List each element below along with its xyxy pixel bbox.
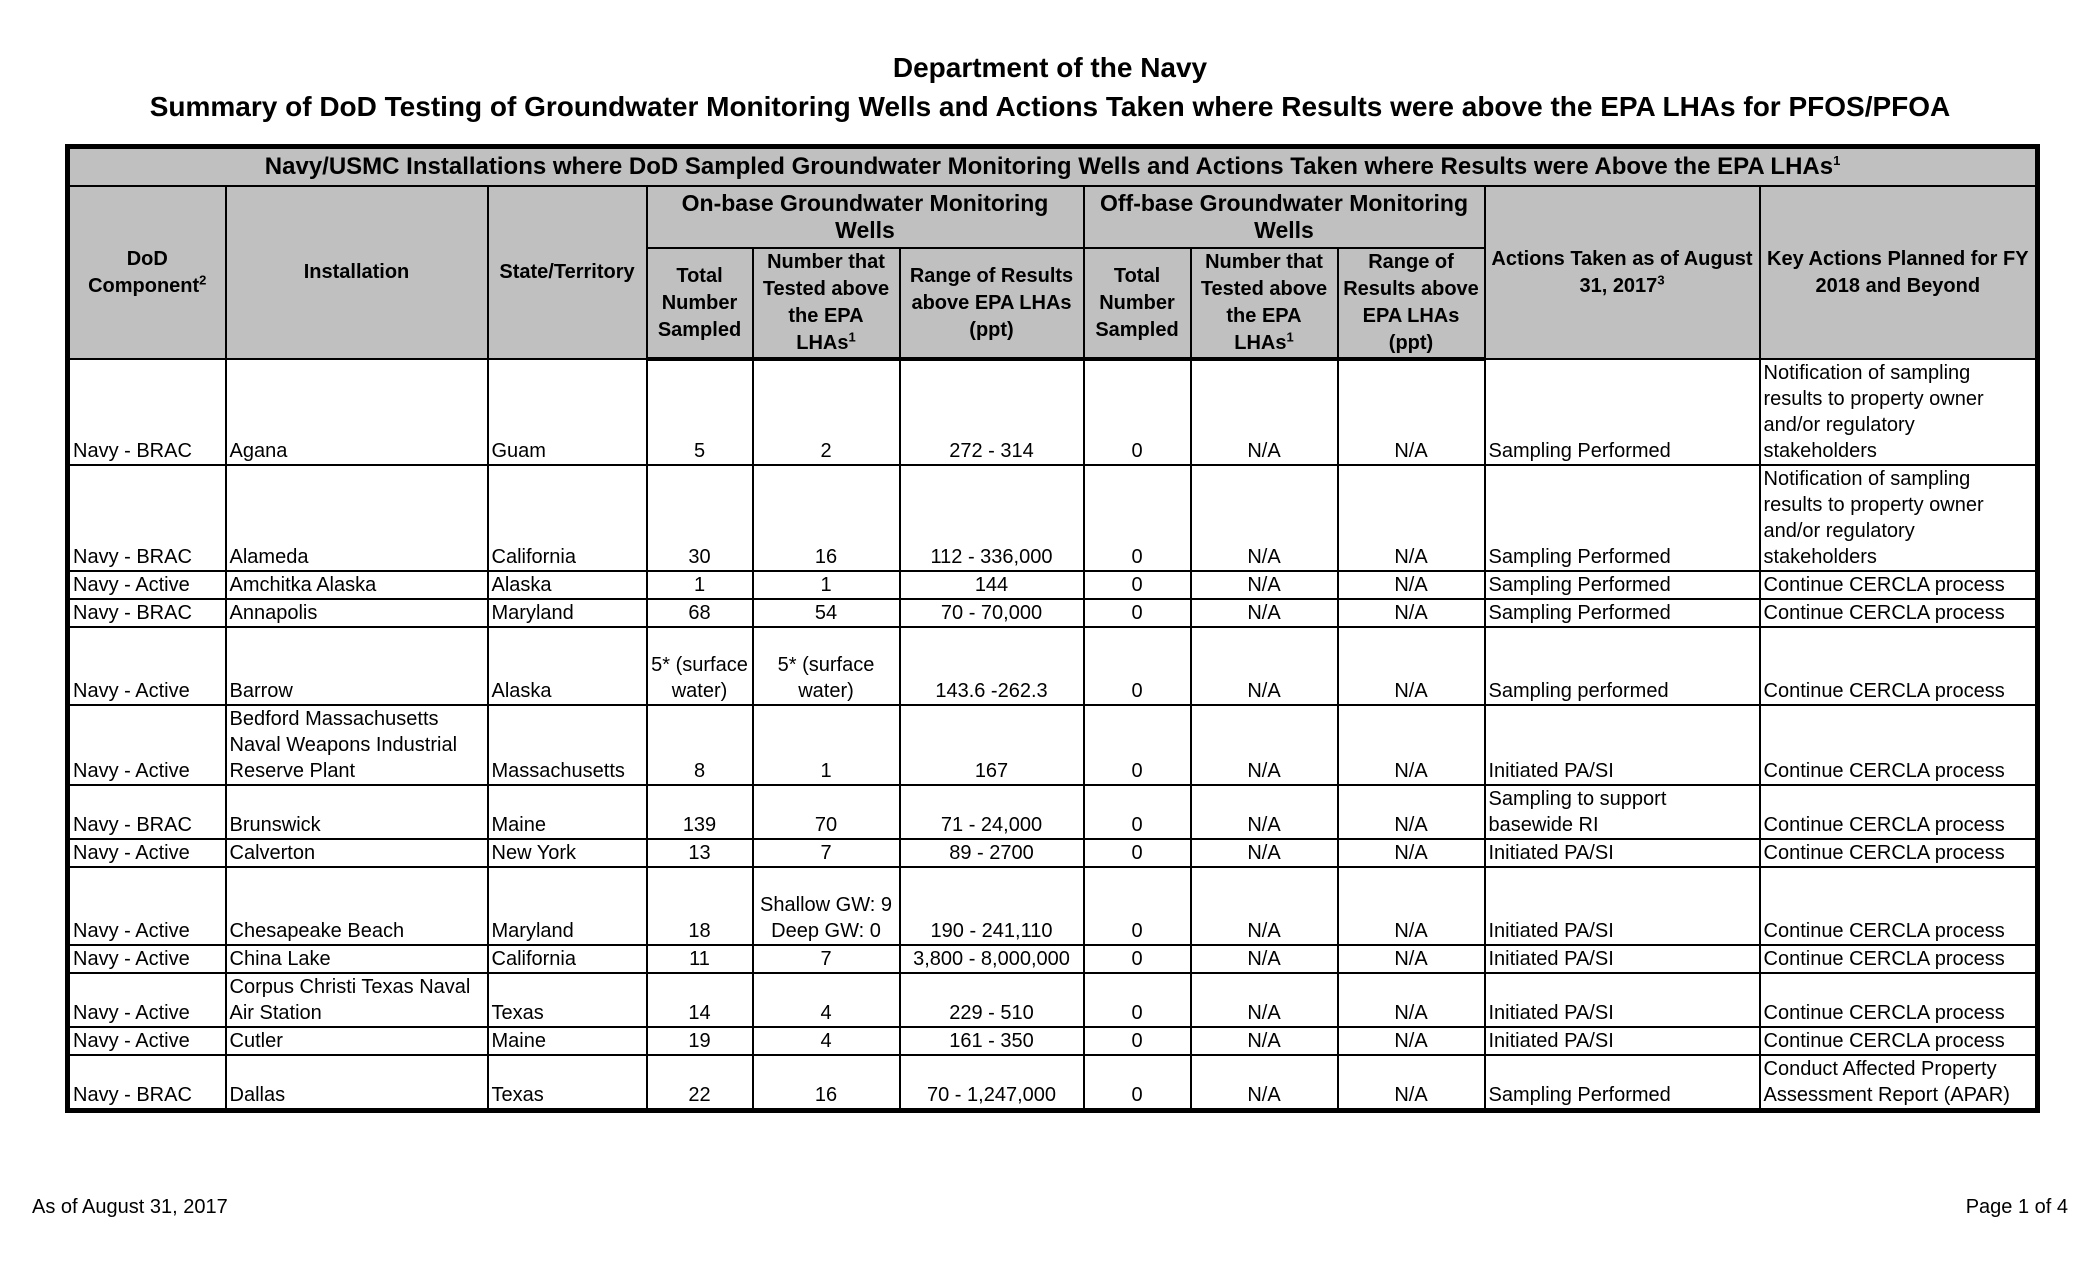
header-state: State/Territory — [488, 186, 647, 359]
cell-key-actions: Continue CERCLA process — [1760, 839, 2038, 867]
cell-dod-component: Navy - BRAC — [68, 465, 226, 571]
cell-offbase-total: 0 — [1084, 785, 1191, 839]
cell-dod-component: Navy - Active — [68, 867, 226, 945]
cell-onbase-above: 70 — [753, 785, 900, 839]
cell-onbase-above: 4 — [753, 973, 900, 1027]
cell-onbase-above: 2 — [753, 359, 900, 465]
cell-offbase-range: N/A — [1338, 627, 1485, 705]
cell-actions-taken: Sampling Performed — [1485, 599, 1760, 627]
table-row — [68, 1027, 2038, 1055]
cell-offbase-total: 0 — [1084, 465, 1191, 571]
cell-onbase-total: 18 — [647, 867, 753, 945]
cell-key-actions: Notification of sampling results to property owner and/or regulatory stakeholders — [1760, 465, 2038, 571]
cell-key-actions: Continue CERCLA process — [1760, 973, 2038, 1027]
cell-dod-component: Navy - BRAC — [68, 359, 226, 465]
table-row — [68, 627, 2038, 705]
cell-offbase-above: N/A — [1191, 705, 1338, 785]
cell-offbase-total: 0 — [1084, 359, 1191, 465]
cell-state: Maine — [488, 1027, 647, 1055]
cell-onbase-range: 167 — [900, 705, 1084, 785]
cell-offbase-above: N/A — [1191, 945, 1338, 973]
cell-offbase-above: N/A — [1191, 627, 1338, 705]
cell-offbase-total: 0 — [1084, 705, 1191, 785]
cell-installation: Alameda — [226, 465, 488, 571]
header-onbase-group: On-base Groundwater Monitoring Wells — [647, 186, 1084, 248]
cell-key-actions: Continue CERCLA process — [1760, 627, 2038, 705]
cell-state: Maryland — [488, 867, 647, 945]
cell-dod-component: Navy - Active — [68, 627, 226, 705]
footer-date: As of August 31, 2017 — [32, 1196, 228, 1218]
cell-onbase-total: 19 — [647, 1027, 753, 1055]
cell-offbase-total: 0 — [1084, 839, 1191, 867]
cell-actions-taken: Initiated PA/SI — [1485, 1027, 1760, 1055]
cell-installation: Bedford Massachusetts Naval Weapons Industrial Reserve Plant — [226, 705, 488, 785]
cell-onbase-total: 13 — [647, 839, 753, 867]
table-row — [68, 465, 2038, 571]
banner-footnote: 1 — [1833, 153, 1841, 168]
cell-onbase-range: 190 - 241,110 — [900, 867, 1084, 945]
cell-state: Texas — [488, 1055, 647, 1111]
cell-onbase-range: 143.6 -262.3 — [900, 627, 1084, 705]
cell-offbase-total: 0 — [1084, 867, 1191, 945]
cell-onbase-total: 1 — [647, 571, 753, 599]
cell-state: Texas — [488, 973, 647, 1027]
cell-state: Alaska — [488, 627, 647, 705]
cell-offbase-above: N/A — [1191, 785, 1338, 839]
cell-dod-component: Navy - BRAC — [68, 599, 226, 627]
cell-onbase-range: 70 - 1,247,000 — [900, 1055, 1084, 1111]
header-offbase-group: Off-base Groundwater Monitoring Wells — [1084, 186, 1485, 248]
cell-state: California — [488, 945, 647, 973]
cell-key-actions: Continue CERCLA process — [1760, 705, 2038, 785]
cell-offbase-total: 0 — [1084, 571, 1191, 599]
cell-offbase-above: N/A — [1191, 359, 1338, 465]
cell-key-actions: Continue CERCLA process — [1760, 785, 2038, 839]
cell-installation: Cutler — [226, 1027, 488, 1055]
cell-onbase-total: 8 — [647, 705, 753, 785]
cell-onbase-above: 5* (surface water) — [753, 627, 900, 705]
cell-key-actions: Continue CERCLA process — [1760, 571, 2038, 599]
banner-text: Navy/USMC Installations where DoD Sampled Groundwater Monitoring Wells and Actions Taken where Results were Above the EPA LHAs — [264, 153, 1834, 180]
cell-offbase-range: N/A — [1338, 839, 1485, 867]
cell-offbase-range: N/A — [1338, 785, 1485, 839]
cell-offbase-range: N/A — [1338, 359, 1485, 465]
cell-offbase-total: 0 — [1084, 945, 1191, 973]
header-key-actions: Key Actions Planned for FY 2018 and Beyond — [1760, 186, 2038, 359]
cell-state: Alaska — [488, 571, 647, 599]
cell-onbase-above: 16 — [753, 1055, 900, 1111]
cell-onbase-above: 4 — [753, 1027, 900, 1055]
cell-actions-taken: Initiated PA/SI — [1485, 839, 1760, 867]
cell-installation: Calverton — [226, 839, 488, 867]
cell-dod-component: Navy - Active — [68, 571, 226, 599]
cell-onbase-above: 54 — [753, 599, 900, 627]
cell-offbase-total: 0 — [1084, 1055, 1191, 1111]
cell-offbase-total: 0 — [1084, 1027, 1191, 1055]
table-row — [68, 839, 2038, 867]
header-actions-taken: Actions Taken as of August 31, 2017$^3$ — [1485, 186, 1760, 359]
cell-dod-component: Navy - BRAC — [68, 1055, 226, 1111]
cell-onbase-total: 14 — [647, 973, 753, 1027]
cell-onbase-above: 7 — [753, 945, 900, 973]
cell-offbase-above: N/A — [1191, 599, 1338, 627]
cell-onbase-above: 7 — [753, 839, 900, 867]
cell-onbase-above: 16 — [753, 465, 900, 571]
cell-installation: Annapolis — [226, 599, 488, 627]
cell-onbase-range: 144 — [900, 571, 1084, 599]
cell-actions-taken: Sampling performed — [1485, 627, 1760, 705]
cell-onbase-range: 3,800 - 8,000,000 — [900, 945, 1084, 973]
cell-offbase-above: N/A — [1191, 973, 1338, 1027]
header-offbase-range: Range of Results above EPA LHAs (ppt) — [1338, 248, 1485, 359]
header-onbase-total: Total Number Sampled — [647, 248, 753, 359]
cell-onbase-above: Shallow GW: 9 Deep GW: 0 — [753, 867, 900, 945]
cell-actions-taken: Initiated PA/SI — [1485, 973, 1760, 1027]
header-offbase-above: Number that Tested above the EPA LHAs$^1$ — [1191, 248, 1338, 359]
document-subtitle: Summary of DoD Testing of Groundwater Monitoring Wells and Actions Taken where Results were above the EPA LHAs for PFOS/PFOA — [149, 91, 1951, 122]
cell-offbase-above: N/A — [1191, 867, 1338, 945]
cell-actions-taken: Initiated PA/SI — [1485, 945, 1760, 973]
cell-key-actions: Notification of sampling results to property owner and/or regulatory stakeholders — [1760, 359, 2038, 465]
cell-onbase-total: 30 — [647, 465, 753, 571]
cell-offbase-above: N/A — [1191, 839, 1338, 867]
header-dod-component: DoD Component$^2$ — [68, 186, 226, 359]
table-row — [68, 973, 2038, 1027]
cell-installation: Corpus Christi Texas Naval Air Station — [226, 973, 488, 1027]
cell-offbase-range: N/A — [1338, 973, 1485, 1027]
cell-offbase-above: N/A — [1191, 1055, 1338, 1111]
cell-onbase-total: 5* (surface water) — [647, 627, 753, 705]
cell-dod-component: Navy - Active — [68, 839, 226, 867]
cell-actions-taken: Initiated PA/SI — [1485, 705, 1760, 785]
cell-offbase-above: N/A — [1191, 1027, 1338, 1055]
cell-actions-taken: Sampling Performed — [1485, 1055, 1760, 1111]
cell-offbase-above: N/A — [1191, 571, 1338, 599]
cell-installation: Brunswick — [226, 785, 488, 839]
cell-key-actions: Continue CERCLA process — [1760, 945, 2038, 973]
cell-offbase-range: N/A — [1338, 465, 1485, 571]
cell-dod-component: Navy - Active — [68, 945, 226, 973]
cell-actions-taken: Sampling Performed — [1485, 359, 1760, 465]
cell-offbase-range: N/A — [1338, 945, 1485, 973]
cell-dod-component: Navy - BRAC — [68, 785, 226, 839]
header-offbase-total: Total Number Sampled — [1084, 248, 1191, 359]
cell-state: Massachusetts — [488, 705, 647, 785]
cell-state: Maine — [488, 785, 647, 839]
table-banner — [68, 147, 2038, 187]
cell-state: Guam — [488, 359, 647, 465]
document-title: Department of the Navy — [892, 52, 1208, 83]
cell-offbase-total: 0 — [1084, 627, 1191, 705]
cell-state: Maryland — [488, 599, 647, 627]
cell-offbase-range: N/A — [1338, 705, 1485, 785]
cell-installation: Dallas — [226, 1055, 488, 1111]
cell-onbase-range: 71 - 24,000 — [900, 785, 1084, 839]
cell-offbase-total: 0 — [1084, 599, 1191, 627]
cell-installation: Chesapeake Beach — [226, 867, 488, 945]
cell-offbase-range: N/A — [1338, 1055, 1485, 1111]
table-row — [68, 945, 2038, 973]
wells-summary-table — [65, 144, 2040, 1113]
cell-offbase-total: 0 — [1084, 973, 1191, 1027]
cell-onbase-range: 70 - 70,000 — [900, 599, 1084, 627]
cell-offbase-range: N/A — [1338, 1027, 1485, 1055]
table-row — [68, 571, 2038, 599]
table-row — [68, 599, 2038, 627]
cell-onbase-total: 68 — [647, 599, 753, 627]
cell-state: California — [488, 465, 647, 571]
cell-key-actions: Continue CERCLA process — [1760, 599, 2038, 627]
cell-onbase-range: 272 - 314 — [900, 359, 1084, 465]
cell-actions-taken: Initiated PA/SI — [1485, 867, 1760, 945]
table-row — [68, 705, 2038, 785]
cell-onbase-total: 22 — [647, 1055, 753, 1111]
table-row — [68, 867, 2038, 945]
cell-onbase-range: 112 - 336,000 — [900, 465, 1084, 571]
table-row — [68, 359, 2038, 465]
cell-installation: Agana — [226, 359, 488, 465]
cell-onbase-total: 11 — [647, 945, 753, 973]
cell-key-actions: Continue CERCLA process — [1760, 867, 2038, 945]
cell-actions-taken: Sampling Performed — [1485, 571, 1760, 599]
cell-state: New York — [488, 839, 647, 867]
cell-onbase-above: 1 — [753, 571, 900, 599]
cell-installation: Barrow — [226, 627, 488, 705]
header-onbase-above: Number that Tested above the EPA LHAs$^1$ — [753, 248, 900, 359]
table-body — [68, 359, 2038, 1111]
cell-onbase-range: 89 - 2700 — [900, 839, 1084, 867]
table-row — [68, 785, 2038, 839]
cell-onbase-total: 5 — [647, 359, 753, 465]
cell-installation: China Lake — [226, 945, 488, 973]
cell-installation: Amchitka Alaska — [226, 571, 488, 599]
header-installation: Installation — [226, 186, 488, 359]
cell-offbase-range: N/A — [1338, 867, 1485, 945]
cell-onbase-total: 139 — [647, 785, 753, 839]
footer-page-number: Page 1 of 4 — [1965, 1196, 2068, 1218]
cell-offbase-above: N/A — [1191, 465, 1338, 571]
cell-dod-component: Navy - Active — [68, 705, 226, 785]
cell-key-actions: Conduct Affected Property Assessment Report (APAR) — [1760, 1055, 2038, 1111]
cell-onbase-range: 229 - 510 — [900, 973, 1084, 1027]
cell-onbase-above: 1 — [753, 705, 900, 785]
cell-dod-component: Navy - Active — [68, 1027, 226, 1055]
cell-key-actions: Continue CERCLA process — [1760, 1027, 2038, 1055]
table-row — [68, 1055, 2038, 1111]
cell-actions-taken: Sampling to support basewide RI — [1485, 785, 1760, 839]
cell-offbase-range: N/A — [1338, 599, 1485, 627]
cell-actions-taken: Sampling Performed — [1485, 465, 1760, 571]
cell-dod-component: Navy - Active — [68, 973, 226, 1027]
cell-onbase-range: 161 - 350 — [900, 1027, 1084, 1055]
cell-offbase-range: N/A — [1338, 571, 1485, 599]
header-onbase-range: Range of Results above EPA LHAs (ppt) — [900, 248, 1084, 359]
